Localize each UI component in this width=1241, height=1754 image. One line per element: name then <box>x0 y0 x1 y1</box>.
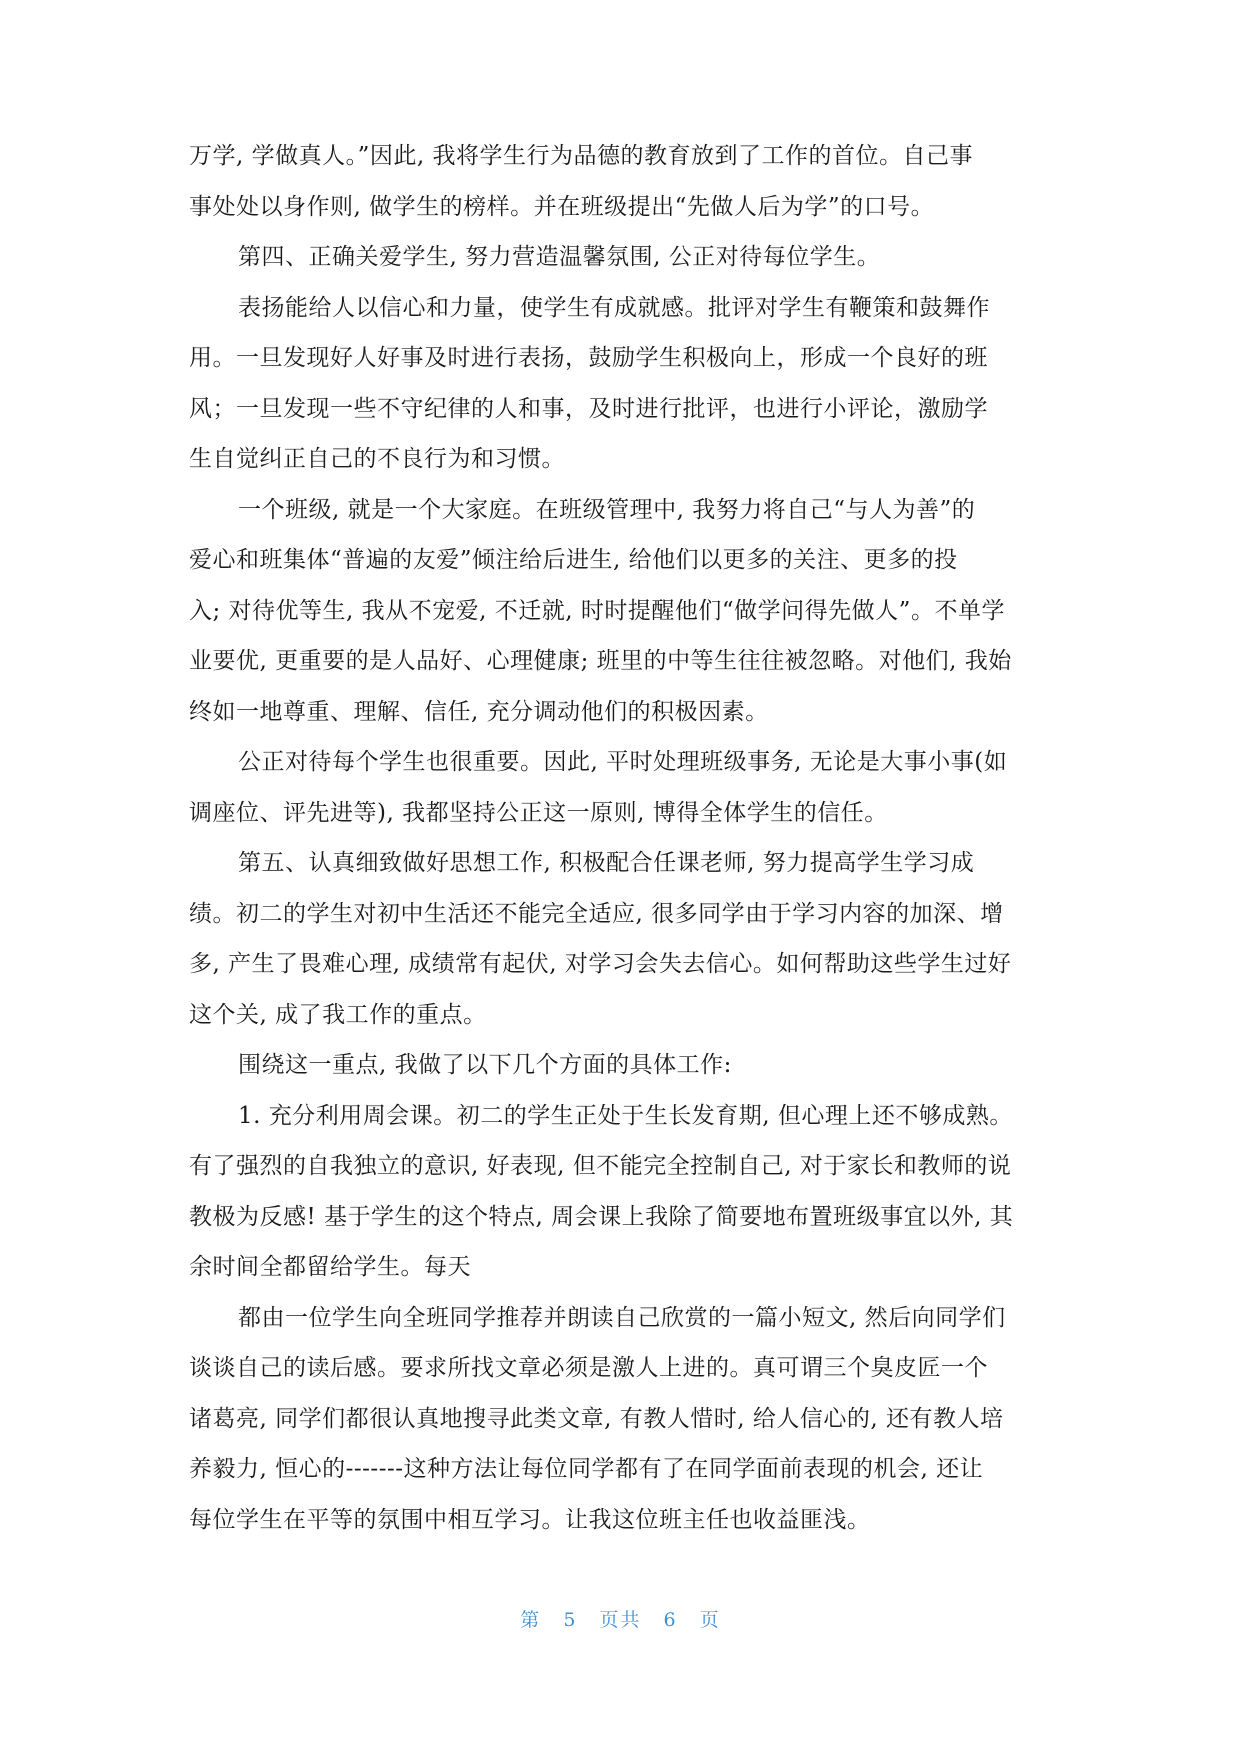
footer-middle: 页共 <box>599 1609 642 1631</box>
text-line: 1. 充分利用周会课。初二的学生正处于生长发育期, 但心理上还不够成熟。 <box>238 1102 1013 1129</box>
text-line: 表扬能给人以信心和力量，使学生有成就感。批评对学生有鞭策和鼓舞作 <box>238 294 990 321</box>
footer-current-page: 5 <box>563 1609 578 1631</box>
footer-suffix: 页 <box>699 1609 721 1631</box>
text-line: 一个班级, 就是一个大家庭。在班级管理中, 我努力将自己“与人为善”的 <box>238 496 976 523</box>
text-line: 养毅力, 恒心的-------这种方法让每位同学都有了在同学面前表现的机会, 还让 <box>189 1456 984 1482</box>
text-line: 第五、认真细致做好思想工作, 积极配合任课老师, 努力提高学生学习成 <box>238 850 975 876</box>
text-line: 调座位、评先进等), 我都坚持公正这一原则, 博得全体学生的信任。 <box>189 799 888 826</box>
text-line: 风；一旦发现一些不守纪律的人和事，及时进行批评，也进行小评论，激励学 <box>189 395 988 422</box>
document-body <box>189 131 1055 1545</box>
text-line: 有了强烈的自我独立的意识, 好表现, 但不能完全控制自己, 对于家长和教师的说 <box>189 1153 1012 1179</box>
text-line: 第四、正确关爱学生, 努力营造温馨氛围, 公正对待每位学生。 <box>238 244 881 270</box>
text-line: 终如一地尊重、理解、信任, 充分调动他们的积极因素。 <box>189 698 769 725</box>
text-line: 业要优, 更重要的是人品好、心理健康; 班里的中等生往往被忽略。对他们, 我始 <box>189 648 1012 674</box>
text-line: 这个关, 成了我工作的重点。 <box>189 1001 487 1028</box>
text-line: 都由一位学生向全班同学推荐并朗读自己欣赏的一篇小短文, 然后向同学们 <box>238 1304 1006 1331</box>
text-line: 爱心和班集体“普遍的友爱”倾注给后进生, 给他们以更多的关注、更多的投 <box>189 547 958 573</box>
text-line: 用。一旦发现好人好事及时进行表扬，鼓励学生积极向上，形成一个良好的班 <box>189 345 988 371</box>
footer-prefix: 第 <box>520 1609 542 1631</box>
text-line: 多, 产生了畏难心理, 成绩常有起伏, 对学习会失去信心。如何帮助这些学生过好 <box>189 951 1012 977</box>
page-footer <box>0 1605 1241 1632</box>
text-line: 入; 对待优等生, 我从不宠爱, 不迁就, 时时提醒他们“做学问得先做人”。不单学 <box>189 597 1005 624</box>
text-line: 生自觉纠正自己的不良行为和习惯。 <box>189 446 565 472</box>
text-line: 谈谈自己的读后感。要求所找文章必须是激人上进的。真可谓三个臭皮匠一个 <box>189 1355 988 1381</box>
text-line: 绩。初二的学生对初中生活还不能完全适应, 很多同学由于学习内容的加深、增 <box>189 900 1004 927</box>
text-line: 围绕这一重点, 我做了以下几个方面的具体工作: <box>238 1052 732 1078</box>
text-line: 诸葛亮, 同学们都很认真地搜寻此类文章, 有教人惜时, 给人信心的, 还有教人培 <box>189 1405 1004 1432</box>
text-line: 教极为反感! 基于学生的这个特点, 周会课上我除了简要地布置班级事宜以外, 其 <box>189 1203 1014 1230</box>
text-line: 每位学生在平等的氛围中相互学习。让我这位班主任也收益匪浅。 <box>189 1506 871 1533</box>
footer-total-pages: 6 <box>663 1609 678 1631</box>
text-line: 事处处以身作则, 做学生的榜样。并在班级提出“先做人后为学”的口号。 <box>189 193 935 220</box>
text-line: 余时间全都留给学生。每天 <box>189 1254 471 1280</box>
text-line: 万学, 学做真人。”因此, 我将学生行为品德的教育放到了工作的首位。自己事 <box>189 143 974 169</box>
text-line: 公正对待每个学生也很重要。因此, 平时处理班级事务, 无论是大事小事(如 <box>238 749 1008 775</box>
